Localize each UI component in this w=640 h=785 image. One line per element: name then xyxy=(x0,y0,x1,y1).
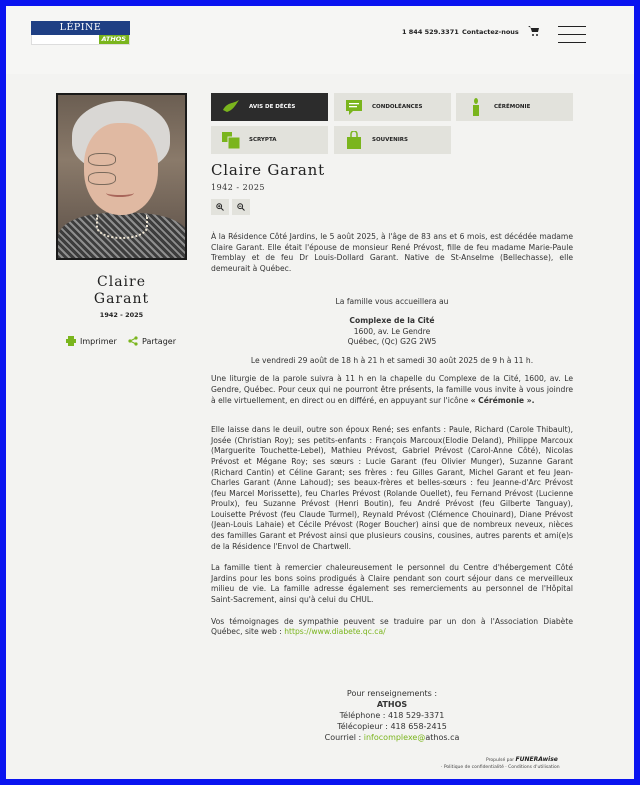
tab-condoleances[interactable]: CONDOLÉANCES xyxy=(334,93,451,121)
deceased-name: Claire Garant xyxy=(93,274,150,307)
notice-dates: 1942 - 2025 xyxy=(211,183,266,192)
message-icon xyxy=(344,98,364,116)
thanks-text: La famille tient à remercier chaleureusement le personnel du Centre d'hébergement Côté Jardins pour les bons soins prodigués à Claire pendant son court séjour dans ce merveilleux milieu de vie. La famille adresse également ses remerciements au personnel de l'Hôpital Saint-Sacrement, ainsi qu'à celui du CHUL. xyxy=(211,563,573,605)
contact-info: Pour renseignements : ATHOS Téléphone : 418 529-3371 Télécopieur : 418 658-2415 Courriel : infocomplexe@athos.ca xyxy=(211,688,573,743)
venue-address-2: Québec, (Qc) G2G 2W5 xyxy=(347,337,437,347)
dove-icon xyxy=(221,98,241,116)
page xyxy=(6,6,634,779)
email-link[interactable]: infocomplexe@ xyxy=(363,733,426,742)
menu-icon[interactable] xyxy=(558,26,586,42)
candle-icon xyxy=(466,98,486,116)
donation-text: Vos témoignages de sympathie peuvent se traduire par un don à l'Association Diabète Québec, site web : https://www.diabete.qc.ca/ xyxy=(211,616,573,637)
logo[interactable] xyxy=(31,21,130,47)
share-button[interactable]: Partager xyxy=(128,336,176,346)
notice-content xyxy=(211,232,573,638)
privacy-link[interactable]: Politique de confidentialité xyxy=(443,765,504,770)
tab-avis-deces[interactable]: AVIS DE DÉCÈS xyxy=(211,93,328,121)
powered-by[interactable]: Propulsé par FUNERAwise xyxy=(486,756,558,763)
shopping-bag-icon xyxy=(344,131,364,149)
logo-subtext: ATHOS xyxy=(99,35,130,44)
logo-text: LÉPINE xyxy=(31,21,130,35)
legal-links: · Politique de confidentialité · Conditions d'utilisation xyxy=(441,765,560,770)
site-header xyxy=(6,6,634,74)
footer-phone[interactable]: Téléphone : 418 529-3371 xyxy=(339,711,445,720)
tab-souvenirs[interactable]: SOUVENIRS xyxy=(334,126,451,154)
venue-address-1: 1600, av. Le Gendre xyxy=(353,326,431,336)
zoom-in-icon xyxy=(216,203,224,211)
tab-ceremonie[interactable]: CÉRÉMONIE xyxy=(456,93,573,121)
venue-name: Complexe de la Cité xyxy=(349,315,435,325)
print-button[interactable]: Imprimer xyxy=(66,336,117,346)
notice-intro: À la Résidence Côté Jardins, le 5 août 2025, à l'âge de 83 ans et 6 mois, est décédée madame Claire Garant. Elle était l'épouse de monsieur René Prévost, fille de feu madame Marie-Paule Tremblay et de feu Dr Louis-Dollard Garant. Native de St-Anselme (Bellechasse), elle demeurait à Québec. xyxy=(211,232,573,273)
contact-link[interactable]: Contactez-nous xyxy=(462,28,519,36)
family-text: Elle laisse dans le deuil, outre son époux René; ses enfants : Paule, Richard (Carole Thibault), Josée (Christian Roy); ses petits-enfants : François Marcoux(Elodie Deland), Philippe Marcoux (Marguerite Touchette-Lebel), Mathieu Prévost, Gabriel Prévost (Carol-Anne Côté), Nicolas Prévost et Mégane Roy; ses sœurs : Lucie Garant (feu Olivier Munger), Suzanne Garant (Richard Cantin) et Céline Garant; ses frères : feu Gilles Garant, Michel Garant et feu Jean-Charles Garant (Anne Lahoud); ses beaux-frères et belles-sœurs : feu Jeanne-d'Arc Prévost (feu Marcel Morissette), feu Charles Prévost (Rolande Ouellet), feu Fernand Prévost (Lucienne Proulx), feu Suzanne Prévost (Henri Boutin), feu André Prévost (feu Gilberte Tanguay), Louisette Prévost (feu Claude Turmel), Reynald Prévost (Clémence Chouinard), Diane Prévost (Jean-Louis Lahaie) et Cécile Prévost (Roger Boucher) ainsi que de nombreux neveux, nièces des familles Garant et Prévost ainsi que plusieurs cousins, cousines, autres parents et ami(e)s de la Résidence l'Envol de Chartwell. xyxy=(211,425,573,551)
zoom-in-button[interactable] xyxy=(211,199,229,215)
footer-fax: Télécopieur : 418 658-2415 xyxy=(337,722,447,731)
cart-icon[interactable] xyxy=(528,25,540,37)
visitation-hours: Le vendredi 29 août de 18 h à 21 h et samedi 30 août 2025 de 9 h à 11 h. xyxy=(250,355,534,365)
share-icon xyxy=(128,336,138,346)
tab-scrypta[interactable]: SCRYPTA xyxy=(211,126,328,154)
zoom-out-icon xyxy=(237,203,245,211)
liturgy-text: Une liturgie de la parole suivra à 11 h en la chapelle du Complexe de la Cité, 1600, av. Le Gendre, Québec. Pour ceux qui ne pourront être présents, la famille vous invite à vous joindre à elle virtuellement, en direct ou en différé, en appuyant sur l'icône « Cérémonie ». xyxy=(211,374,573,405)
header-phone[interactable]: 1 844 529.3371 xyxy=(402,28,459,36)
deceased-photo xyxy=(56,93,187,260)
notice-title: Claire Garant xyxy=(211,161,325,179)
printer-icon xyxy=(66,336,76,346)
deceased-dates: 1942 - 2025 xyxy=(99,311,144,319)
zoom-out-button[interactable] xyxy=(232,199,250,215)
donation-link[interactable]: https://www.diabete.qc.ca/ xyxy=(284,627,386,637)
photo-frames-icon xyxy=(221,131,241,149)
terms-link[interactable]: Conditions d'utilisation xyxy=(508,765,560,770)
welcome-text: La famille vous accueillera au xyxy=(335,297,449,307)
